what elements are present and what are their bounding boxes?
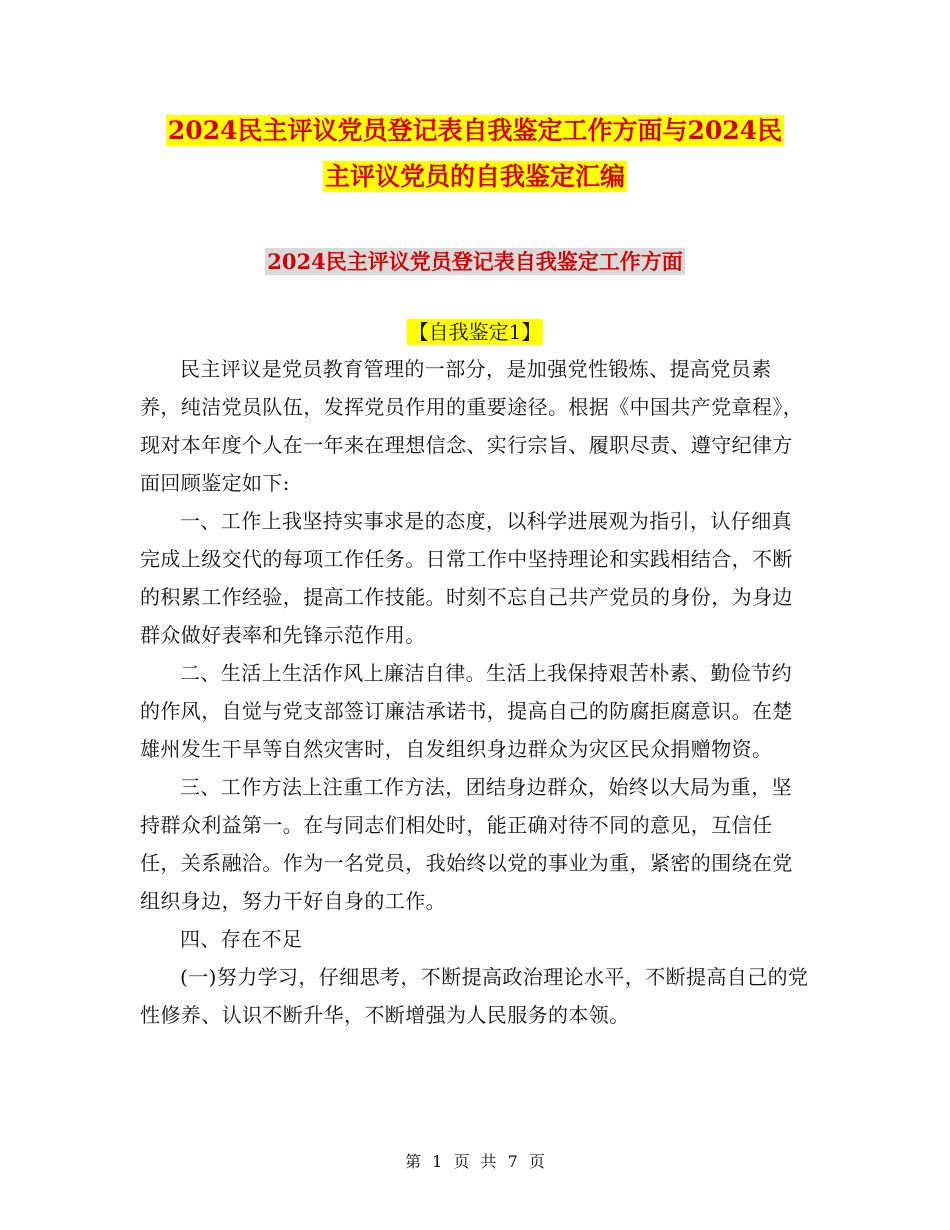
section-heading bbox=[140, 244, 810, 280]
self-assessment-label bbox=[140, 316, 810, 348]
self-assessment-label-text: 【自我鉴定1】 bbox=[408, 320, 542, 344]
page-footer: 第 1 页 共 7 页 bbox=[405, 1152, 545, 1171]
paragraph-life: 二、生活上生活作风上廉洁自律。生活上我保持艰苦朴素、勤俭节约的作风，自觉与党支部签订廉洁承诺书，提高自己的防腐拒腐意识。在楚雄州发生干旱等自然灾害时，自发组织身边群众为灾区民众捐赠物资。 bbox=[140, 661, 793, 761]
paragraph-intro: 民主评议是党员教育管理的一部分，是加强党性锻炼、提高党员素养，纯洁党员队伍，发挥党员作用的重要途径。根据《中国共产党章程》，现对本年度个人在一年来在理想信念、实行宗旨、履职尽责、遵守纪律方面回顾鉴定如下: bbox=[140, 357, 804, 495]
paragraph-shortcomings-heading: 四、存在不足 bbox=[180, 927, 303, 951]
document-title bbox=[140, 108, 810, 200]
title-line-1: 2024民主评议党员登记表自我鉴定工作方面与2024民 bbox=[167, 116, 783, 145]
section-heading-text: 2024民主评议党员登记表自我鉴定工作方面 bbox=[267, 249, 683, 274]
paragraph-shortcoming-1: (一)努力学习，仔细思考，不断提高政治理论水平，不断提高自己的党性修养、认识不断升华，不断增强为人民服务的本领。 bbox=[140, 965, 809, 1027]
document-body bbox=[140, 350, 810, 1034]
paragraph-method: 三、工作方法上注重工作方法，团结身边群众，始终以大局为重，坚持群众利益第一。在与同志们相处时，能正确对待不同的意见，互信任任，关系融洽。作为一名党员，我始终以党的事业为重，紧密的围绕在党组织身边，努力干好自身的工作。 bbox=[140, 775, 793, 913]
title-line-2: 主评议党员的自我鉴定汇编 bbox=[324, 162, 625, 191]
paragraph-work: 一、工作上我坚持实事求是的态度，以科学进展观为指引，认仔细真完成上级交代的每项工作任务。日常工作中坚持理论和实践相结合，不断的积累工作经验，提高工作技能。时刻不忘自己共产党员的身份，为身边群众做好表率和先锋示范作用。 bbox=[140, 509, 793, 647]
